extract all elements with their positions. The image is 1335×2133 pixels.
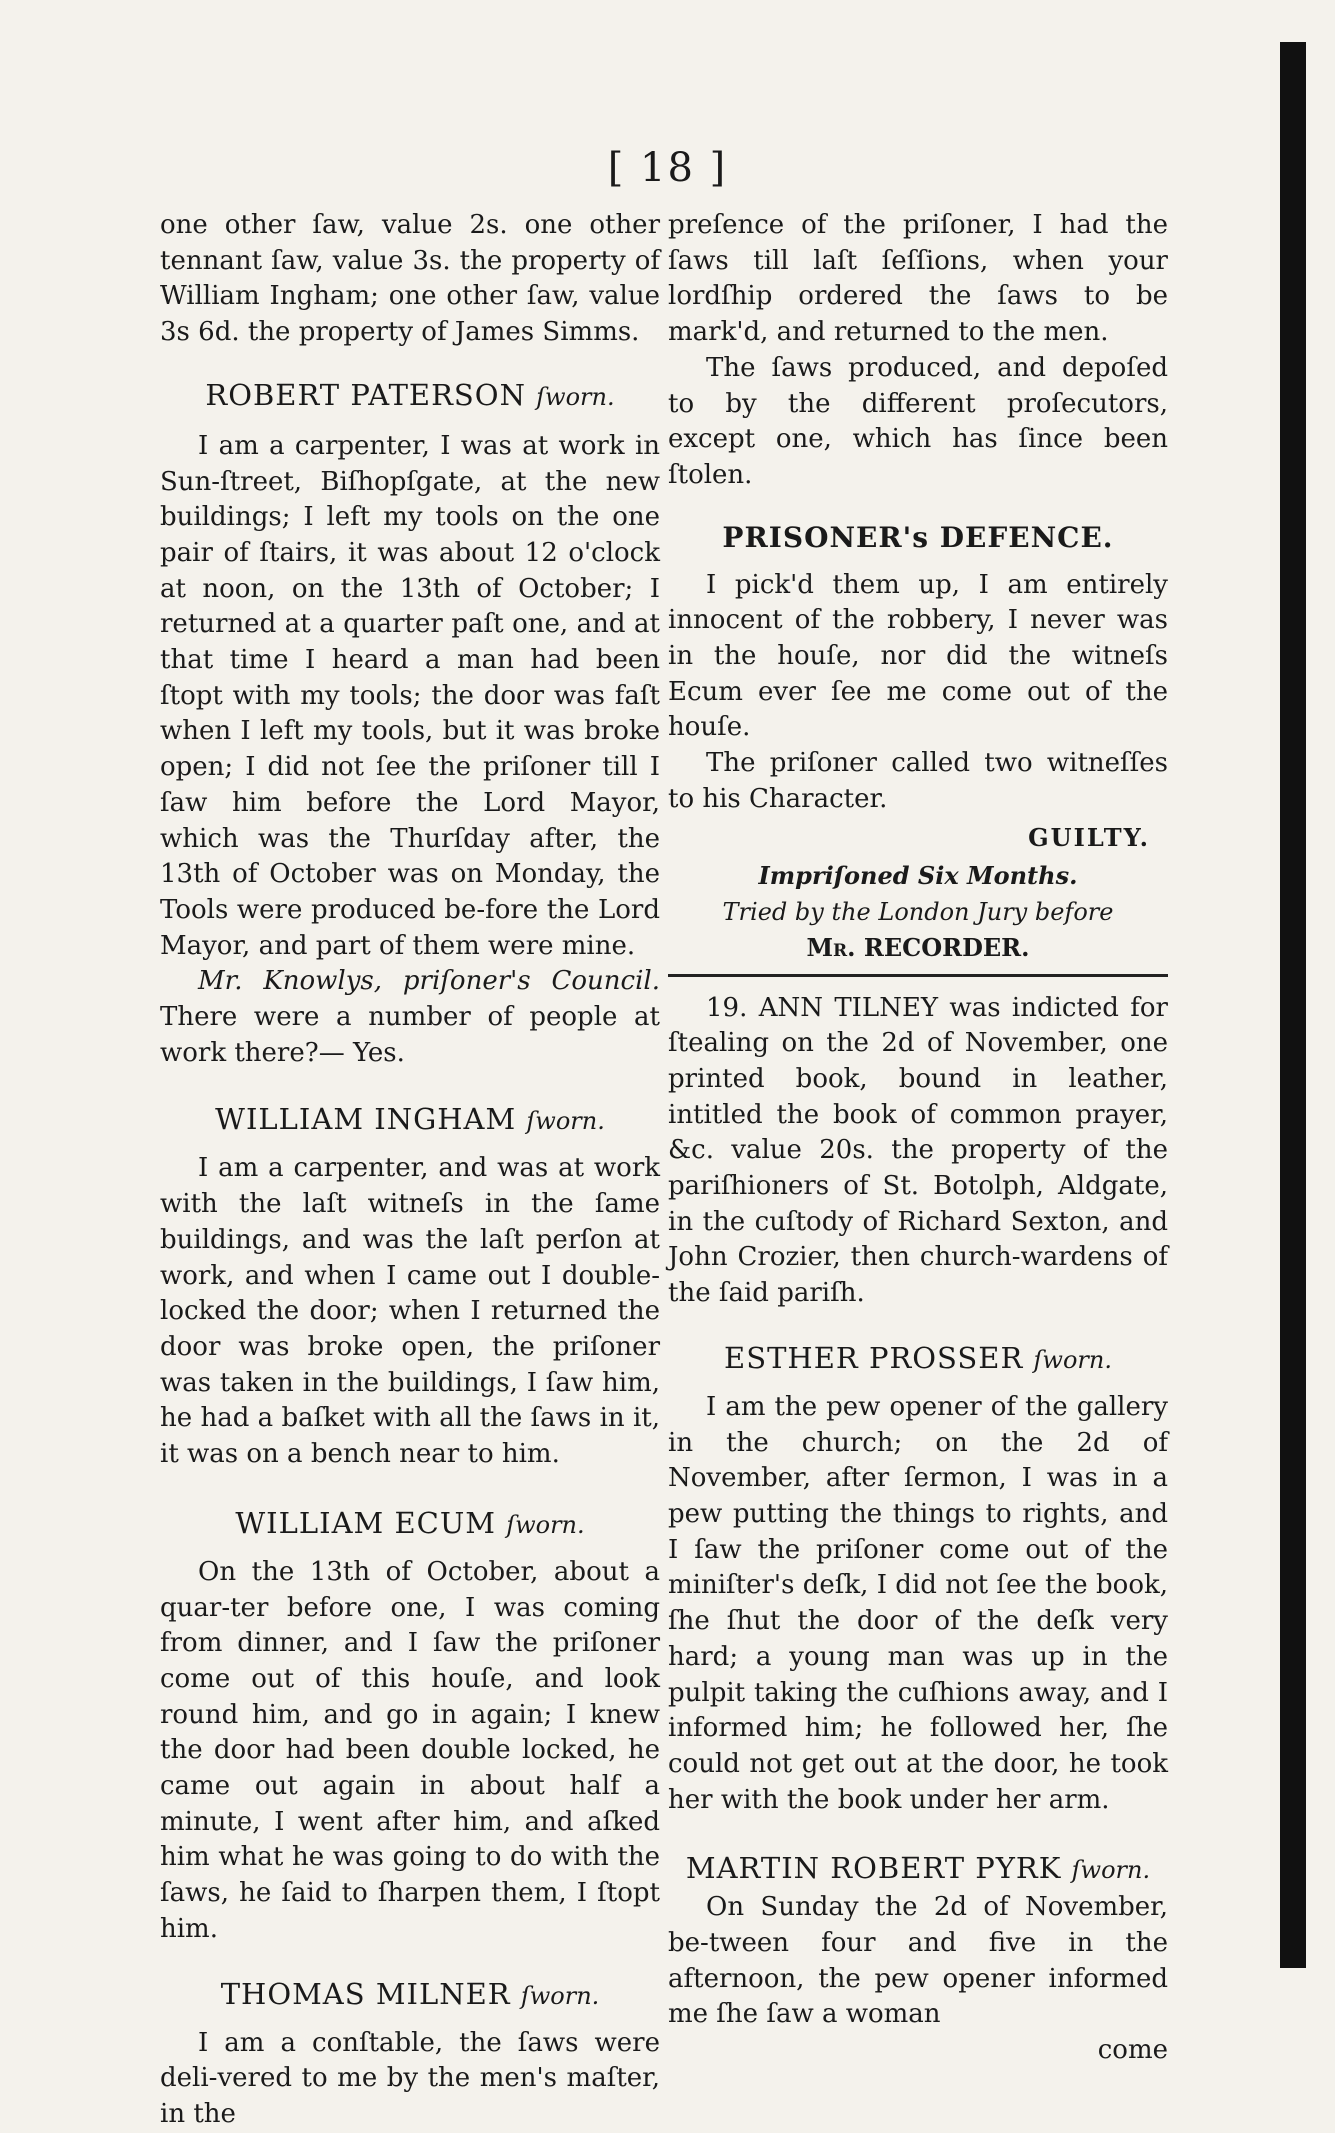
page-number: [ 18 ] bbox=[607, 145, 728, 191]
sworn-label: ſworn. bbox=[520, 1981, 600, 2010]
witness-heading-prosser bbox=[668, 1338, 1168, 1380]
testimony-paterson: I am a carpenter, I was at work in Sun-ſtreet, Biſhopſgate, at the new buildings; I left my tools on the one pair of ſtairs, it was about 12 o'clock at noon, on the 13th of October; I returned at a quarter paſt one, and at that time I heard a man had been ſtopt with my tools; the door was faſt when I left my tools, but it was broke open; I did not ſee the priſoner till I ſaw him before the Lord Mayor, which was the Thurſday after, the 13th of October was on Monday, the Tools were produced be-fore the Lord Mayor, and part of them were mine. bbox=[160, 430, 660, 961]
left-column bbox=[160, 208, 660, 2133]
sworn-label: ſworn. bbox=[506, 1510, 585, 1539]
prisoner-defence-heading: PRISONER's DEFENCE. bbox=[722, 520, 1114, 554]
witness-heading-ecum bbox=[160, 1503, 660, 1545]
testimony-ingham: I am a carpenter, and was at work with the laſt witneſs in the ſame buildings, and was the laſt perſon at work, and when I came out I double-locked the door; when I returned the door was broke open, the priſoner was taken in the buildings, I ſaw him, he had a baſket with all the ſaws in it, it was on a bench near to him. bbox=[160, 1153, 660, 1470]
counsel-label: Mr. Knowlys, priſoner's Council. bbox=[198, 966, 660, 997]
tried-before: Tried by the London Jury before bbox=[722, 897, 1114, 926]
witness-name: ROBERT PATERSON bbox=[205, 377, 526, 412]
right-column bbox=[668, 208, 1168, 2069]
verdict: GUILTY. bbox=[1028, 822, 1150, 852]
witness-name: WILLIAM INGHAM bbox=[215, 1102, 517, 1137]
section-divider bbox=[668, 974, 1168, 977]
sworn-label: ſworn. bbox=[536, 382, 615, 411]
witness-heading-pyrk bbox=[668, 1848, 1168, 1890]
sworn-label: ſworn. bbox=[1071, 1856, 1151, 1885]
recorder: Mr. RECORDER. bbox=[806, 932, 1030, 962]
sentence: Impriſoned Six Months. bbox=[758, 860, 1078, 890]
testimony-milner: I am a conſtable, the ſaws were deli-vered to me by the men's maſter, in the bbox=[160, 2027, 660, 2129]
counsel-question bbox=[160, 964, 660, 1071]
saws-deposed-note: The ſaws produced, and depoſed to by the different proſecutors, except one, which has ſince been ſtolen. bbox=[668, 352, 1168, 490]
character-witnesses-note: The priſoner called two witneſſes to his Character. bbox=[668, 748, 1168, 814]
indictment-19: 19. ANN TILNEY was indicted for ſtealing on the 2d of November, one printed book, bound in leather, intitled the book of common prayer, &c. value 20s. the property of the pariſhioners of St. Botolph, Aldgate, in the cuſtody of Richard Sexton, and John Crozier, then church-wardens of the ſaid pariſh. bbox=[668, 992, 1168, 1309]
counsel-text: There were a number of people at work there?— Yes. bbox=[160, 1002, 660, 1068]
witness-heading-ingham bbox=[160, 1099, 660, 1141]
catchword: come bbox=[1097, 2035, 1168, 2066]
witness-name: MARTIN ROBERT PYRK bbox=[685, 1851, 1062, 1886]
witness-name: WILLIAM ECUM bbox=[235, 1505, 496, 1540]
sworn-label: ſworn. bbox=[526, 1107, 605, 1136]
prisoner-defence-text: I pick'd them up, I am entirely innocent of the robbery, I never was in the houſe, nor did the witneſs Ecum ever ſee me come out of the houſe. bbox=[668, 569, 1168, 743]
testimony-milner-continued: preſence of the priſoner, I had the ſaws till laſt ſeſſions, when your lordſhip ordered the ſaws to be mark'd, and returned to the men. bbox=[668, 210, 1168, 348]
testimony-pyrk: On Sunday the 2d of November, be-tween four and five in the afternoon, the pew opener informed me ſhe ſaw a woman bbox=[668, 1892, 1168, 2030]
witness-name: THOMAS MILNER bbox=[220, 1976, 511, 2011]
testimony-ecum: On the 13th of October, about a quar-ter before one, I was coming from dinner, and I ſaw the priſoner come out of this houſe, and look round him, and go in again; I knew the door had been double locked, he came out again in about half a minute, I went after him, and aſked him what he was going to do with the ſaws, he ſaid to ſharpen them, I ſtopt him. bbox=[160, 1556, 660, 1944]
paragraph-intro: one other ſaw, value 2s. one other tennant ſaw, value 3s. the property of William Ingham; one other ſaw, value 3s 6d. the property of James Simms. bbox=[160, 210, 660, 348]
page-edge-bar bbox=[1280, 42, 1306, 1968]
sworn-label: ſworn. bbox=[1033, 1345, 1112, 1374]
witness-heading-milner bbox=[160, 1974, 660, 2016]
witness-heading-paterson bbox=[160, 375, 660, 417]
witness-name: ESTHER PROSSER bbox=[724, 1340, 1024, 1375]
testimony-prosser: I am the pew opener of the gallery in the church; on the 2d of November, after ſermon, I was in a pew putting the things to rights, and I ſaw the priſoner come out of the miniſter's deſk, I did not ſee the book, ſhe ſhut the door of the deſk very hard; a young man was up in the pulpit taking the cuſhions away, and I informed him; he followed her, ſhe could not get out at the door, he took her with the book under her arm. bbox=[668, 1391, 1168, 1815]
